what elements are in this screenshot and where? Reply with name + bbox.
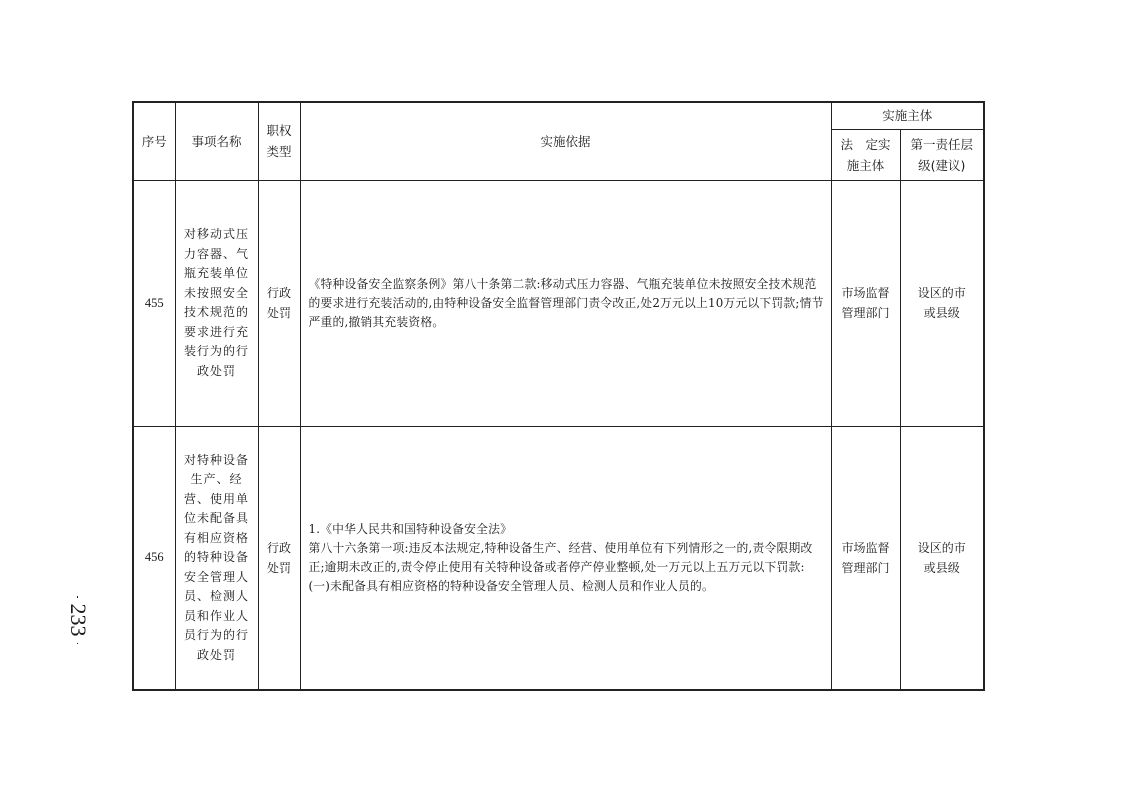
row-basis [300, 426, 831, 690]
row-first-level [900, 180, 984, 426]
page-number-text: 233 [66, 603, 91, 637]
row-first-level [900, 426, 984, 690]
row-power-type [258, 426, 300, 690]
header-item-name: 事项名称 [175, 102, 258, 180]
row-item-name [175, 426, 258, 690]
header-seq: 序号 [133, 102, 175, 180]
row-first-level-text: 设区的市或县级 [917, 286, 966, 320]
basis-line: 1.《中华人民共和国特种设备安全法》 [308, 521, 513, 536]
header-first-level-text: 第一责任层级(建议) [910, 136, 973, 173]
row-basis [300, 180, 831, 426]
row-seq: 456 [133, 426, 175, 690]
dash-left [78, 596, 79, 598]
row-legal-entity [831, 180, 900, 426]
header-power-type [258, 102, 300, 180]
row-item-name-text: 对特种设备生产、经营、使用单位未配备具有相应资格的特种设备安全管理人员、检测人员和作业人员行为的行政处罚 [183, 452, 249, 662]
enforcement-table [132, 101, 985, 691]
row-power-type-text: 行政处罚 [266, 286, 291, 320]
header-basis: 实施依据 [300, 102, 831, 180]
basis-line: 《特种设备安全监察条例》第八十条第二款:移动式压力容器、气瓶充装单位未按照安全技术规范的要求进行充装活动的,由特种设备安全监督管理部门责令改正,处2万元以上10万元以下罚款;情节严重的,撤销其充装资格。 [308, 276, 824, 329]
row-item-name-text: 对移动式压力容器、气瓶充装单位未按照安全技术规范的要求进行充装行为的行政处罚 [183, 227, 249, 378]
dash-right [78, 643, 79, 645]
table-row [133, 180, 984, 426]
page-number [63, 590, 93, 650]
row-legal-entity-text: 市场监督管理部门 [841, 540, 890, 575]
row-power-type-text: 行政处罚 [266, 540, 291, 575]
row-power-type [258, 180, 300, 426]
row-first-level-text: 设区的市或县级 [917, 540, 966, 575]
header-entity-group: 实施主体 [831, 102, 984, 129]
header-first-level [900, 129, 984, 180]
basis-line: 第八十六条第一项:违反本法规定,特种设备生产、经营、使用单位有下列情形之一的,责令限期改正;逾期未改正的,责令停止使用有关特种设备或者停产停业整顿,处一万元以上五万元以下罚款:(一)未配备具有相应资格的特种设备安全管理人员、检测人员和作业人员的。 [308, 540, 813, 593]
table-row [133, 426, 984, 690]
row-item-name [175, 180, 258, 426]
row-seq: 455 [133, 180, 175, 426]
row-legal-entity [831, 426, 900, 690]
header-legal-entity [831, 129, 900, 180]
header-legal-entity-text: 法 定实施主体 [840, 136, 891, 173]
header-power-type-text: 职权类型 [266, 123, 292, 160]
row-legal-entity-text: 市场监督管理部门 [841, 286, 890, 320]
